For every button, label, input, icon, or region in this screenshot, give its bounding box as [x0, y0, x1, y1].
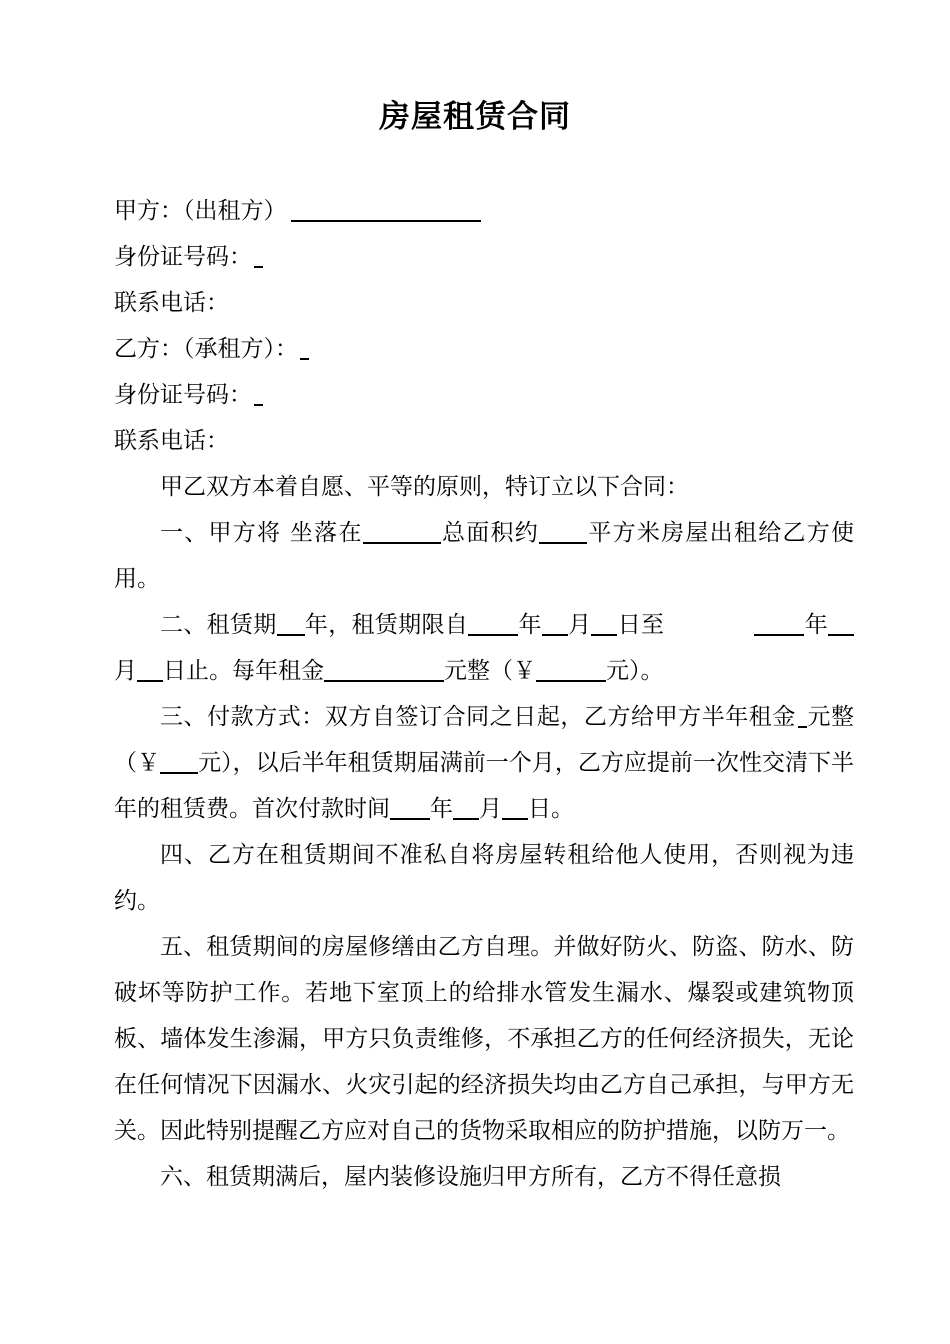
clause-5: 五、租赁期间的房屋修缮由乙方自理。并做好防火、防盗、防水、防破坏等防护工作。若地下室顶上的给排水管发生漏水、爆裂或建筑物顶板、墙体发生渗漏，甲方只负责维修，不承担乙方的任何经济损失，无论在任何情况下因漏水、火灾引起的经济损失均由乙方自己承担，与甲方无关。因此特别提醒乙方应对自己的货物采取相应的防护措施，以防万一。	[114, 934, 854, 1144]
party-b-phone-label: 联系电话：	[114, 428, 229, 454]
party-a-id-blank	[254, 240, 263, 268]
end-year-blank	[754, 608, 804, 636]
party-a-line	[114, 188, 854, 234]
clause-2-text-i: 元整（￥	[444, 658, 536, 684]
start-month-blank	[542, 608, 568, 636]
clause-3-text-a: 三、付款方式：双方自签订合同之日起，乙方给甲方半年租金	[160, 704, 796, 730]
party-b-id-label: 身份证号码：	[114, 382, 252, 408]
clause-4: 四、乙方在租赁期间不准私自将房屋转租给他人使用，否则视为违约。	[114, 842, 854, 914]
half-year-rent-amount-blank	[160, 746, 198, 774]
party-b-phone-line	[114, 418, 854, 464]
clause-2-text-d: 月	[567, 612, 592, 638]
start-day-blank	[591, 608, 617, 636]
area-blank	[539, 516, 587, 544]
payment-year-blank	[390, 792, 430, 820]
party-b-id-line	[114, 372, 854, 418]
clause-3-text-b: 元整（￥	[114, 704, 855, 776]
lease-term-blank	[277, 608, 305, 636]
clause-3-text-e: 月	[479, 796, 502, 822]
contract-body	[114, 188, 854, 1200]
party-a-id-label: 身份证号码：	[114, 244, 252, 270]
clause-2-text-j: 元）。	[606, 658, 664, 684]
party-b-id-blank	[254, 378, 263, 406]
clause-2-text-h: 日止。每年租金	[163, 658, 324, 684]
payment-month-blank	[453, 792, 479, 820]
clause-3-text-d: 年	[430, 796, 453, 822]
intro-paragraph: 甲乙双方本着自愿、平等的原则，特订立以下合同：	[160, 474, 689, 500]
end-month-blank	[828, 608, 854, 636]
payment-day-blank	[502, 792, 528, 820]
clause-2	[114, 602, 854, 694]
clause-2-text-g: 月	[114, 658, 137, 684]
clause-3	[114, 694, 854, 832]
clause-3-text-f: 日。	[528, 796, 574, 822]
party-a-phone-label: 联系电话：	[114, 290, 229, 316]
annual-rent-amount-blank	[536, 654, 606, 682]
document-title: 房屋租赁合同	[379, 99, 571, 135]
clause-1-text-a: 一、甲方将 坐落在	[160, 520, 363, 546]
clause-2-text-f: 年	[804, 612, 829, 638]
location-blank	[363, 516, 441, 544]
start-year-blank	[468, 608, 518, 636]
half-year-rent-blank	[798, 700, 807, 728]
party-b-name-blank	[300, 332, 309, 360]
clause-2-text-c: 年	[518, 612, 542, 638]
clause-3-text-c: 元），以后半年租赁期届满前一个月，乙方应提前一次性交清下半年的租赁费。首次付款时间	[114, 750, 855, 822]
clause-1-text-c: 平方米房屋出租给乙方使用。	[114, 520, 855, 592]
party-b-label: 乙方：（承租方）：	[114, 336, 298, 362]
party-a-id-line	[114, 234, 854, 280]
party-a-name-blank	[291, 194, 481, 222]
clause-6: 六、租赁期满后，屋内装修设施归甲方所有，乙方不得任意损	[160, 1164, 781, 1190]
clause-1	[114, 510, 854, 602]
clause-2-text-b: 年，租赁期限自	[304, 612, 469, 638]
party-b-line	[114, 326, 854, 372]
party-a-label: 甲方：（出租方）	[114, 198, 287, 224]
clause-1-text-b: 总面积约	[440, 520, 540, 546]
end-day-blank	[137, 654, 163, 682]
party-a-phone-line	[114, 280, 854, 326]
clause-2-text-a: 二、租赁期	[160, 612, 277, 638]
clause-2-text-e: 日至	[617, 612, 665, 638]
annual-rent-blank	[324, 654, 444, 682]
